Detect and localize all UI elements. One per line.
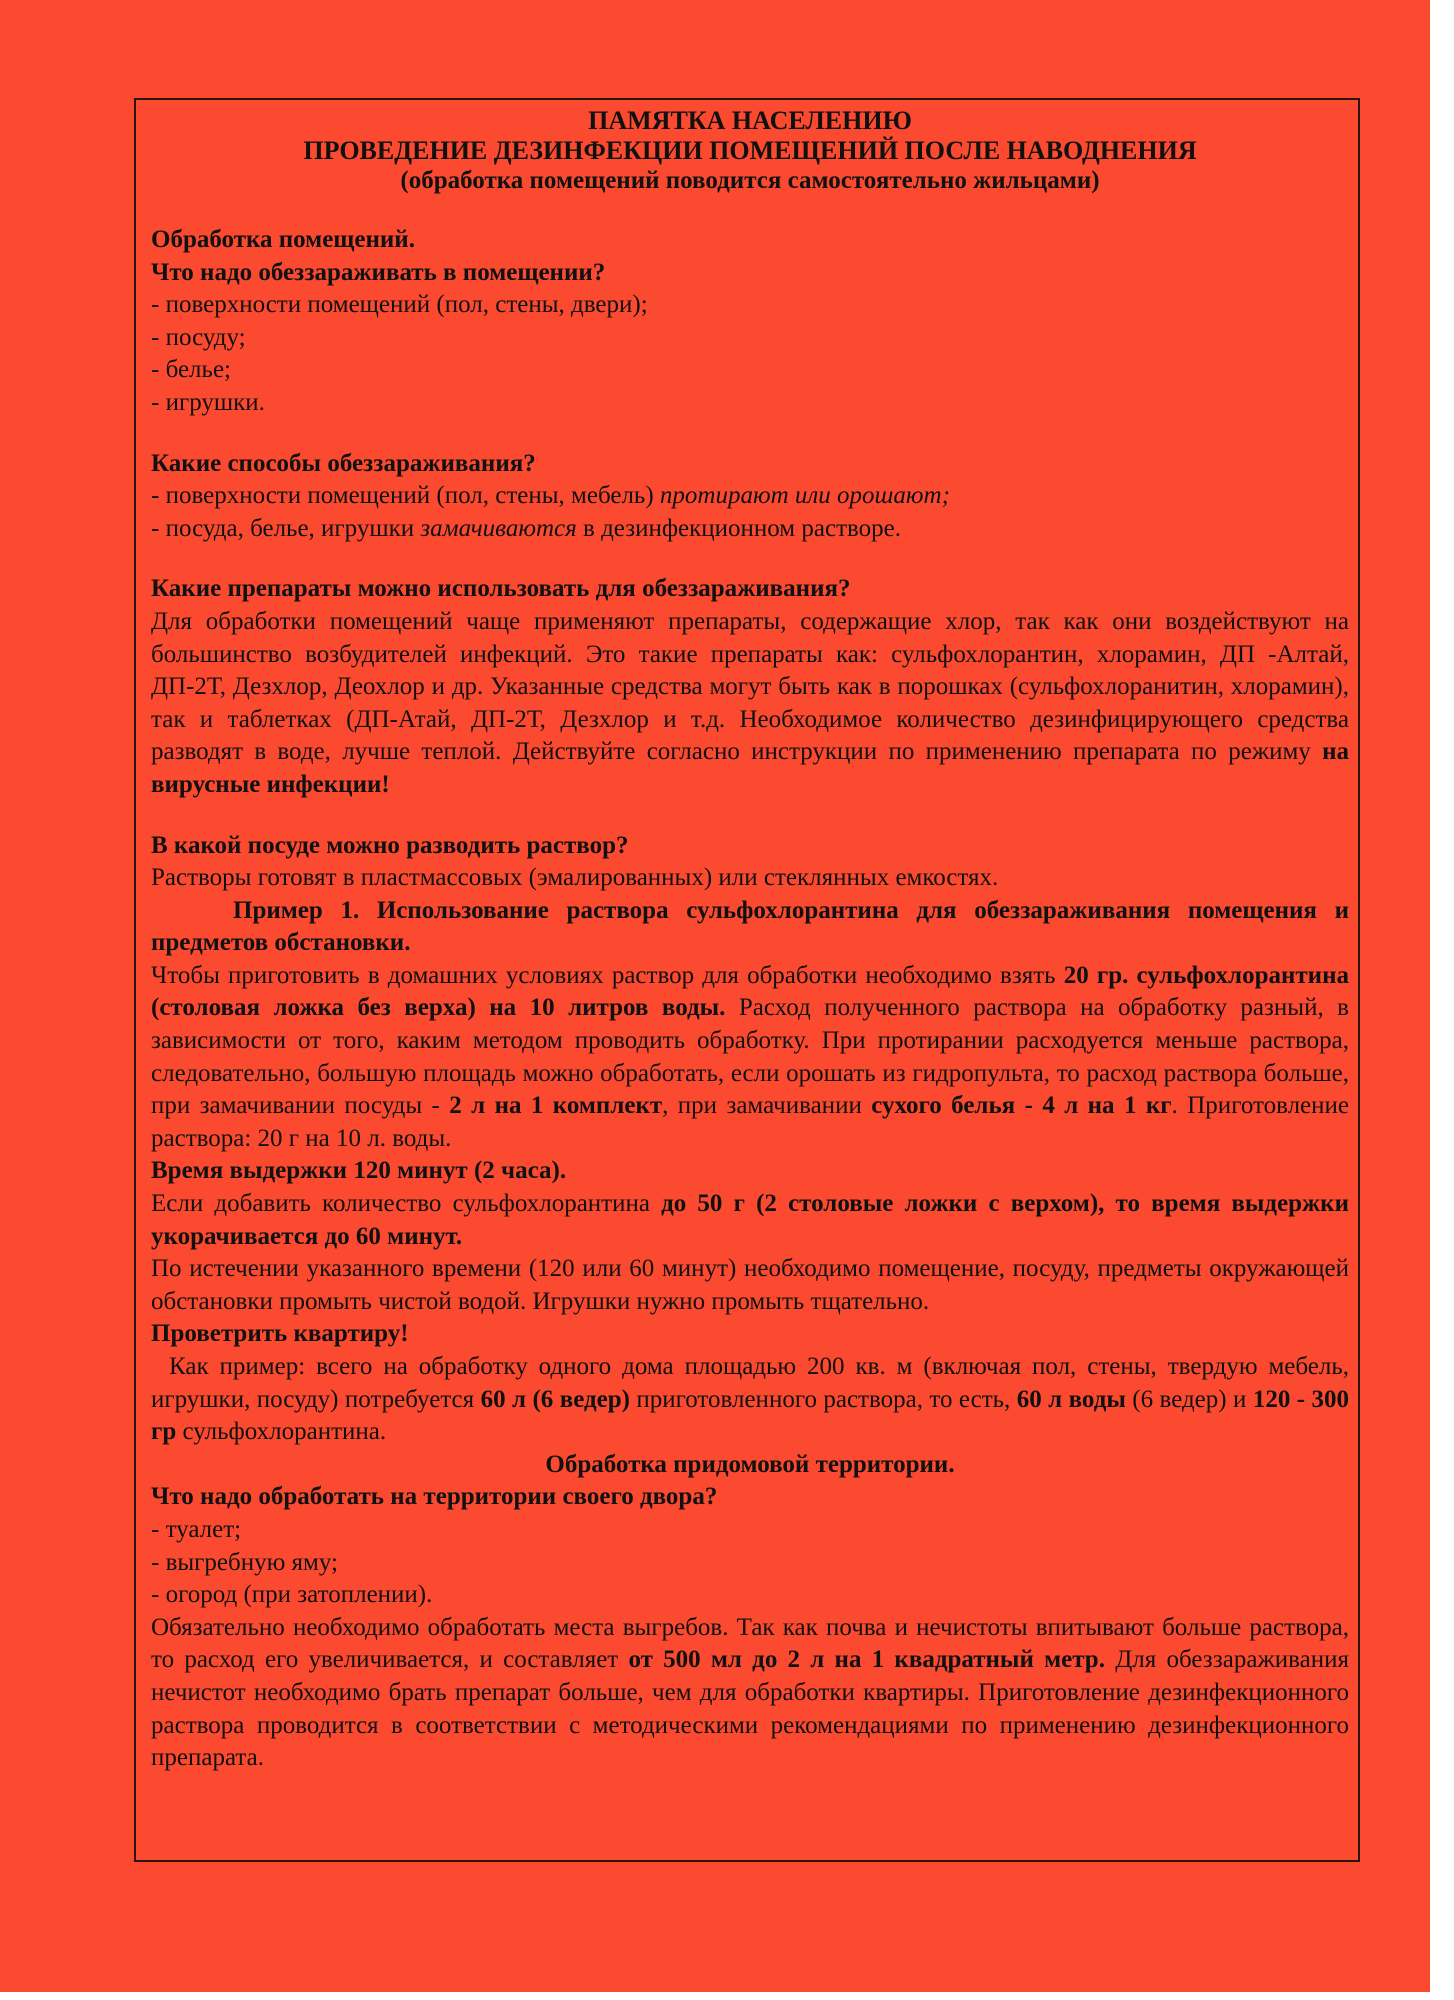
list-item: - туалет;	[151, 1515, 242, 1543]
paragraph: По истечении указанного времени (120 или 60 минут) необходимо помещение, посуду, предметы окружающей обстановки промыть чистой водой. Игрушки нужно промыть тщательно.	[151, 1255, 1349, 1315]
example-heading: Пример 1. Использование раствора сульфохлорантина для обеззараживания помещения и предметов обстановки.	[151, 896, 1349, 957]
list-item: - белье;	[151, 356, 231, 384]
exposure-time: Время выдержки 120 минут (2 часа).	[151, 1157, 567, 1185]
page-title: ПАМЯТКА НАСЕЛЕНИЮ	[588, 106, 912, 135]
list-item: - игрушки.	[151, 388, 265, 416]
section-heading: Обработка помещений.	[151, 226, 415, 253]
page-note: (обработка помещений поводится самостоятельно жильцами)	[400, 167, 1100, 194]
paragraph: Если добавить количество сульфохлорантина до 50 г (2 столовые ложки с верхом), то время выдержки укорачивается до 60 минут.	[151, 1190, 1349, 1250]
paragraph: Как пример: всего на обработку одного дома площадью 200 кв. м (включая пол, стены, твердую мебель, игрушки, посуду) потребуется 60 л (6 ведер) приготовленного раствора, то есть, 60 л воды (6 ведер) и 120 - 300 гр сульфохлорантина.	[151, 1353, 1349, 1446]
list-item: - огород (при затоплении).	[151, 1581, 433, 1609]
paragraph: - посуда, белье, игрушки замачиваются в дезинфекционном растворе.	[151, 514, 901, 542]
list-item: - посуду;	[151, 323, 246, 351]
list-item: - поверхности помещений (пол, стены, двери);	[151, 291, 648, 319]
section-question: Что надо обеззараживать в помещении?	[151, 258, 606, 286]
section-question: Что надо обработать на территории своего двора?	[151, 1483, 718, 1511]
document-body	[151, 106, 1349, 1775]
section-heading: Какие препараты можно использовать для обеззараживания?	[151, 575, 851, 603]
section-heading: В какой посуде можно разводить раствор?	[151, 831, 629, 859]
ventilate-note: Проветрить квартиру!	[151, 1320, 409, 1348]
page-subtitle: ПРОВЕДЕНИЕ ДЕЗИНФЕКЦИИ ПОМЕЩЕНИЙ ПОСЛЕ НАВОДНЕНИЯ	[303, 136, 1197, 165]
paragraph: Растворы готовят в пластмассовых (эмалированных) или стеклянных емкостях.	[151, 864, 999, 892]
section-heading: Обработка придомовой территории.	[545, 1450, 955, 1478]
paragraph: Чтобы приготовить в домашних условиях раствор для обработки необходимо взять 20 гр. сульфохлорантина (столовая ложка без верха) на 10 литров воды. Расход полученного раствора на обработку разный, в зависимости от того, каким методом проводить обработку. При протирании расходуется меньше раствора, следовательно, большую площадь можно обработать, если орошать из гидропульта, то расход раствора больше, при замачивании посуды - 2 л на 1 комплект, при замачивании сухого белья - 4 л на 1 кг. Приготовление раствора: 20 г на 10 л. воды.	[151, 961, 1349, 1152]
section-heading: Какие способы обеззараживания?	[151, 449, 536, 477]
paragraph: Обязательно необходимо обработать места выгребов. Так как почва и нечистоты впитывают больше раствора, то расход его увеличивается, и составляет от 500 мл до 2 л на 1 квадратный метр. Для обеззараживания нечистот необходимо брать препарат больше, чем для обработки квартиры. Приготовление дезинфекционного раствора проводится в соответствии с методическими рекомендациями по применению дезинфекционного препарата.	[151, 1613, 1349, 1772]
paragraph: Для обработки помещений чаще применяют препараты, содержащие хлор, так как они воздействуют на большинство возбудителей инфекций. Это такие препараты как: сульфохлорантин, хлорамин, ДП -Алтай, ДП-2Т, Дезхлор, Деохлор и др. Указанные средства могут быть как в порошках (сульфохлоранитин, хлорамин), так и таблетках (ДП-Атай, ДП-2Т, Дезхлор и т.д. Необходимое количество дезинфицирующего средства разводят в воде, лучше теплой. Действуйте согласно инструкции по применению препарата по режиму на вирусные инфекции!	[151, 607, 1349, 798]
list-item: - выгребную яму;	[151, 1548, 338, 1576]
paragraph: - поверхности помещений (пол, стены, мебель) протирают или орошают;	[151, 482, 950, 510]
